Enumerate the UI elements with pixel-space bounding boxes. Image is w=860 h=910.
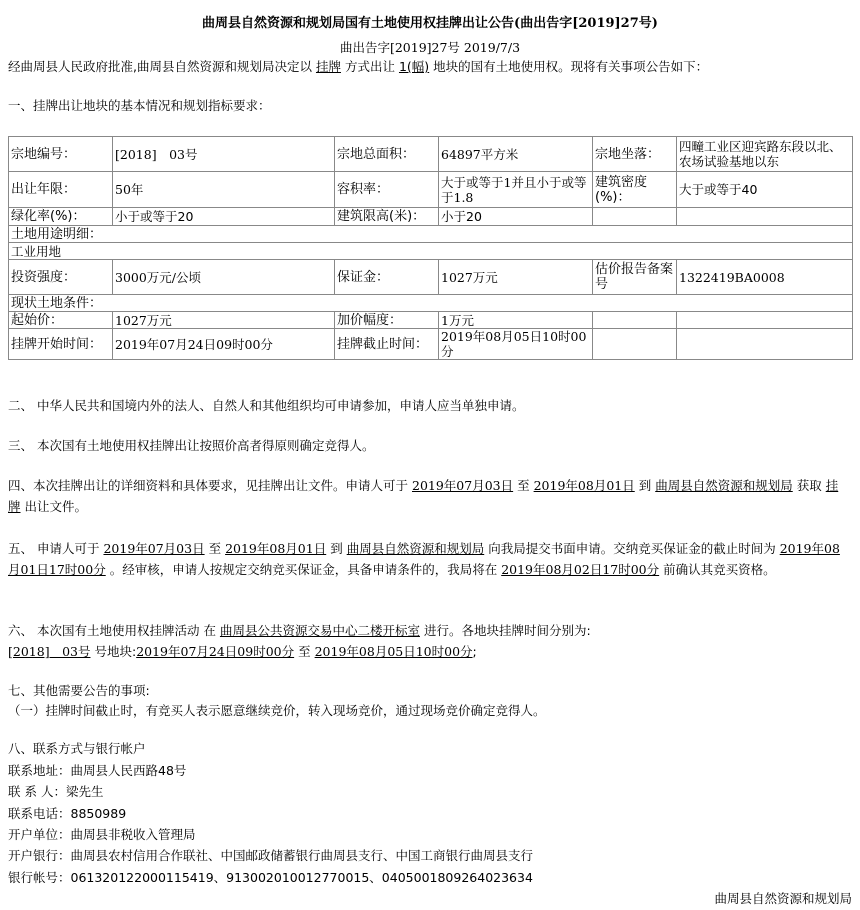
- intro-suffix: 地块的国有土地使用权。现将有关事项公告如下：: [433, 59, 709, 74]
- section6-time-end: 2019年08月05日10时00分: [314, 644, 473, 659]
- signature: 曲周县自然资源和规划局: [714, 891, 852, 906]
- density-label: 建筑密度(%)：: [593, 172, 677, 208]
- intro-method: 挂牌: [315, 59, 341, 74]
- height-value: 小于20: [439, 208, 593, 226]
- intro-paragraph: [8, 58, 852, 76]
- page-title: 曲周县自然资源和规划局国有土地使用权挂牌出让公告(曲出告字[2019]27号): [202, 16, 658, 31]
- section4-get: 获取: [796, 478, 822, 493]
- use-label: 土地用途明细：: [9, 226, 853, 243]
- status-label: 现状土地条件：: [9, 295, 853, 312]
- section6-text2: 进行。各地块挂牌时间分别为:: [423, 623, 591, 638]
- section4-tail: 出让文件。: [24, 499, 88, 514]
- section6-end: ;: [472, 644, 477, 659]
- parcel-no-value: [2018] 03号: [113, 137, 335, 172]
- account-org: 开户单位：曲周县非税收入管理局: [8, 827, 196, 842]
- section6-to: 至: [298, 644, 311, 659]
- location-value: 四疃工业区迎宾路东段以北、农场试验基地以东: [677, 137, 853, 172]
- green-value: 小于或等于20: [113, 208, 335, 226]
- empty-cell: [677, 312, 853, 329]
- height-label: 建筑限高(米)：: [335, 208, 439, 226]
- term-value: 50年: [113, 172, 335, 208]
- section4: [8, 475, 846, 517]
- listing-end-label: 挂牌截止时间：: [335, 329, 439, 360]
- section7-heading: 七、其他需要公告的事项:: [8, 683, 150, 698]
- section6-parcel: [2018] 03号: [8, 644, 91, 659]
- section4-date-start: 2019年07月03日: [412, 478, 514, 493]
- area-value: 64897平方米: [439, 137, 593, 172]
- contact-person: 联 系 人：梁先生: [8, 784, 104, 799]
- increment-label: 加价幅度：: [335, 312, 439, 329]
- contact-phone: 联系电话：8850989: [8, 806, 127, 821]
- section5-org: 曲周县自然资源和规划局: [346, 541, 485, 556]
- section3: 三、 本次国有土地使用权挂牌出让按照价高者得原则确定竞得人。: [8, 438, 375, 453]
- empty-cell: [677, 329, 853, 360]
- empty-cell: [593, 312, 677, 329]
- table-row: [9, 260, 853, 295]
- start-price-label: 起始价：: [9, 312, 113, 329]
- section5-text3: 。经审核，申请人按规定交纳竞买保证金，具备申请条件的，我局将在: [109, 562, 498, 577]
- account-banks: 开户银行：曲周县农村信用合作联社、中国邮政储蓄银行曲周县支行、中国工商银行曲周县支行: [8, 848, 534, 863]
- parcel-info-table: [8, 136, 853, 360]
- account-numbers: 银行帐号：061320122000115419、913002010012770015、0405001809264023634: [8, 870, 533, 885]
- invest-label: 投资强度：: [9, 260, 113, 295]
- section4-to: 至: [517, 478, 530, 493]
- intro-middle: 方式出让: [344, 59, 395, 74]
- section2: 二、 中华人民共和国境内外的法人、自然人和其他组织均可申请参加，申请人应当单独申请。: [8, 398, 525, 413]
- table-row: [9, 208, 853, 226]
- area-label: 宗地总面积：: [335, 137, 439, 172]
- section6-place: 曲周县公共资源交易中心二楼开标室: [219, 623, 420, 638]
- section5-text2: 向我局提交书面申请。交纳竞买保证金的截止时间为: [488, 541, 776, 556]
- location-label: 宗地坐落：: [593, 137, 677, 172]
- section4-org: 曲周县自然资源和规划局: [655, 478, 793, 493]
- section5-to: 至: [208, 541, 222, 556]
- section5-date-start: 2019年07月03日: [103, 541, 205, 556]
- deposit-value: 1027万元: [439, 260, 593, 295]
- section1-heading: 一、挂牌出让地块的基本情况和规划指标要求：: [8, 98, 271, 113]
- section6: [8, 620, 846, 662]
- increment-value: 1万元: [439, 312, 593, 329]
- contact-address: 联系地址：曲周县人民西路48号: [8, 763, 187, 778]
- listing-start-label: 挂牌开始时间：: [9, 329, 113, 360]
- empty-cell: [677, 208, 853, 226]
- section6-time-start: 2019年07月24日09时00分: [136, 644, 295, 659]
- green-label: 绿化率(%)：: [9, 208, 113, 226]
- use-value: 工业用地: [9, 243, 853, 260]
- table-row: [9, 243, 853, 260]
- far-value: 大于或等于1并且小于或等于1.8: [439, 172, 593, 208]
- listing-end-value: 2019年08月05日10时00分: [439, 329, 593, 360]
- deposit-label: 保证金：: [335, 260, 439, 295]
- table-row: [9, 312, 853, 329]
- section6-text: 六、 本次国有土地使用权挂牌活动 在: [8, 623, 216, 638]
- section6-text3: 号地块:: [94, 644, 137, 659]
- section4-method: 挂牌: [8, 478, 839, 514]
- section4-date-end: 2019年08月01日: [533, 478, 635, 493]
- section5-deposit-deadline: 2019年08月01日17时00分: [8, 541, 840, 577]
- section4-at: 到: [638, 478, 652, 493]
- section5-text: 五、 申请人可于: [8, 541, 100, 556]
- table-row: [9, 295, 853, 312]
- table-row: [9, 137, 853, 172]
- intro-prefix: 经曲周县人民政府批准,曲周县自然资源和规划局决定以: [8, 59, 312, 74]
- density-value: 大于或等于40: [677, 172, 853, 208]
- table-row: [9, 226, 853, 243]
- section5: [8, 538, 846, 580]
- appraisal-label: 估价报告备案号: [593, 260, 677, 295]
- intro-count: 1(幅): [398, 59, 430, 74]
- appraisal-value: 1322419BA0008: [677, 260, 853, 295]
- listing-start-value: 2019年07月24日09时00分: [113, 329, 335, 360]
- table-row: [9, 329, 853, 360]
- section5-text4: 前确认其竞买资格。: [663, 562, 776, 577]
- table-row: [9, 172, 853, 208]
- section5-date-end: 2019年08月01日: [225, 541, 327, 556]
- empty-cell: [593, 208, 677, 226]
- section8-heading: 八、联系方式与银行帐户: [8, 741, 146, 756]
- section5-confirm-deadline: 2019年08月02日17时00分: [501, 562, 660, 577]
- section4-text: 四、本次挂牌出让的详细资料和具体要求，见挂牌出让文件。申请人可于: [8, 478, 409, 493]
- empty-cell: [593, 329, 677, 360]
- announcement-number: 曲出告字[2019]27号 2019/7/3: [339, 40, 521, 55]
- section7-item1: （一）挂牌时间截止时，有竞买人表示愿意继续竞价，转入现场竞价，通过现场竞价确定竞得人。: [8, 703, 546, 718]
- far-label: 容积率：: [335, 172, 439, 208]
- start-price-value: 1027万元: [113, 312, 335, 329]
- invest-value: 3000万元/公顷: [113, 260, 335, 295]
- term-label: 出让年限：: [9, 172, 113, 208]
- parcel-no-label: 宗地编号：: [9, 137, 113, 172]
- section5-at: 到: [330, 541, 343, 556]
